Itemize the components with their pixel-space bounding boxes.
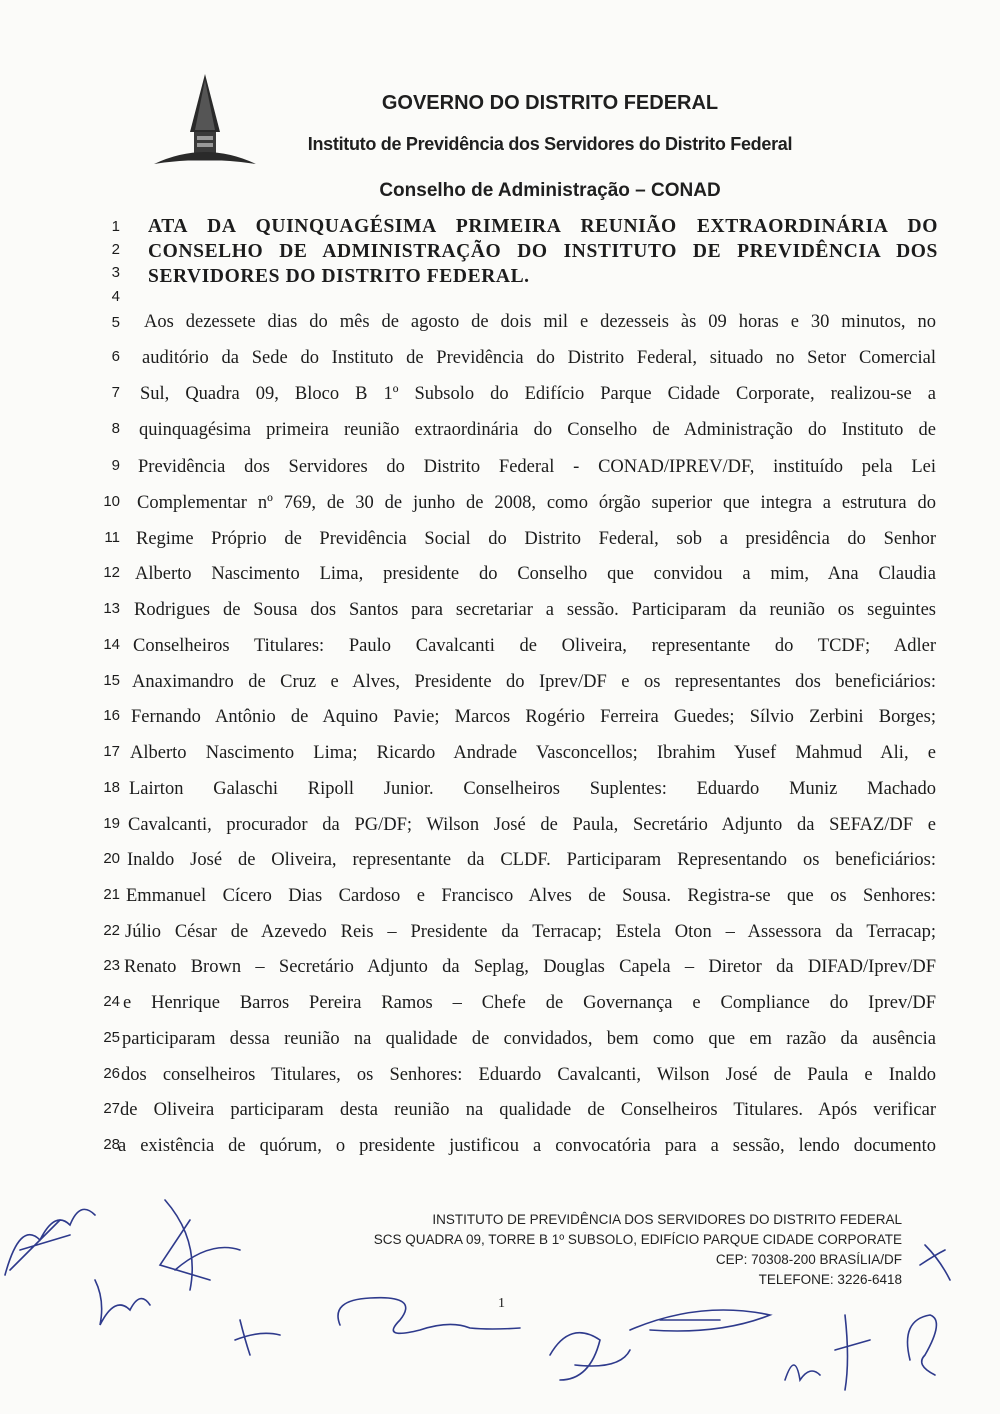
body-line: Regime Próprio de Previdência Social do Distrito Federal, sob a presidência do Senhor bbox=[136, 529, 936, 549]
line-number: 19 bbox=[103, 815, 120, 832]
body-line: e Henrique Barros Pereira Ramos – Chefe de Governança e Compliance do Iprev/DF bbox=[123, 993, 936, 1013]
body-line: auditório da Sede do Instituto de Previdência do Distrito Federal, situado no Setor Comercial bbox=[142, 348, 936, 368]
line-number: 16 bbox=[103, 707, 120, 724]
body-line: Conselheiros Titulares: Paulo Cavalcanti de Oliveira, representante do TCDF; Adler bbox=[133, 636, 936, 656]
line-number: 28 bbox=[103, 1136, 120, 1153]
title-line: CONSELHO DE ADMINISTRAÇÃO DO INSTITUTO DE PREVIDÊNCIA DOS bbox=[148, 241, 938, 262]
header-institute: Instituto de Previdência dos Servidores do Distrito Federal bbox=[307, 134, 793, 154]
line-number: 1 bbox=[111, 218, 120, 235]
line-number: 23 bbox=[103, 957, 120, 974]
footer-phone: TELEFONE: 3226-6418 bbox=[758, 1272, 902, 1287]
body-line: Sul, Quadra 09, Bloco B 1º Subsolo do Edifício Parque Cidade Corporate, realizou-se a bbox=[140, 384, 936, 404]
title-line: SERVIDORES DO DISTRITO FEDERAL. bbox=[148, 266, 530, 287]
body-line: dos conselheiros Titulares, os Senhores: Eduardo Cavalcanti, Wilson José de Paula e Inaldo bbox=[121, 1065, 936, 1085]
line-number: 2 bbox=[111, 241, 120, 258]
page-number: 1 bbox=[498, 1296, 505, 1311]
footer-institution: INSTITUTO DE PREVIDÊNCIA DOS SERVIDORES DO DISTRITO FEDERAL bbox=[432, 1212, 902, 1227]
line-number: 21 bbox=[103, 886, 120, 903]
body-line: Emmanuel Cícero Dias Cardoso e Francisco Alves de Sousa. Registra-se que os Senhores: bbox=[126, 886, 936, 906]
body-line: Rodrigues de Sousa dos Santos para secretariar a sessão. Participaram da reunião os seguintes bbox=[134, 600, 936, 620]
line-number: 24 bbox=[103, 993, 120, 1010]
line-number: 14 bbox=[103, 636, 120, 653]
body-line: Renato Brown – Secretário Adjunto da Seplag, Douglas Capela – Diretor da DIFAD/Iprev/DF bbox=[124, 957, 936, 977]
footer-address: SCS QUADRA 09, TORRE B 1º SUBSOLO, EDIFÍCIO PARQUE CIDADE CORPORATE bbox=[373, 1232, 902, 1247]
line-number: 22 bbox=[103, 922, 120, 939]
line-number: 3 bbox=[111, 264, 120, 281]
body-line: Inaldo José de Oliveira, representante da CLDF. Participaram Representando os beneficiários: bbox=[127, 850, 936, 870]
line-number: 4 bbox=[111, 288, 120, 305]
body-line: Alberto Nascimento Lima; Ricardo Andrade Vasconcellos; Ibrahim Yusef Mahmud Ali, e bbox=[130, 743, 936, 763]
header-government: GOVERNO DO DISTRITO FEDERAL bbox=[381, 92, 719, 114]
body-line: Cavalcanti, procurador da PG/DF; Wilson José de Paula, Secretário Adjunto da SEFAZ/DF e bbox=[128, 815, 936, 835]
body-line: Complementar nº 769, de 30 de junho de 2008, como órgão superior que integra a estrutura do bbox=[137, 493, 936, 513]
line-number: 7 bbox=[111, 384, 120, 401]
line-number: 12 bbox=[103, 564, 120, 581]
body-line: Anaximandro de Cruz e Alves, Presidente do Iprev/DF e os representantes dos beneficiários: bbox=[132, 672, 936, 692]
gdf-emblem-icon bbox=[150, 70, 260, 180]
body-line: Aos dezessete dias do mês de agosto de dois mil e dezesseis às 09 horas e 30 minutos, no bbox=[144, 312, 936, 332]
body-line: Júlio César de Azevedo Reis – Presidente da Terracap; Estela Oton – Assessora da Terracap; bbox=[125, 922, 936, 942]
body-line: a existência de quórum, o presidente justificou a convocatória para a sessão, lendo documento bbox=[118, 1136, 936, 1156]
line-number: 9 bbox=[111, 457, 120, 474]
line-number: 11 bbox=[104, 529, 120, 546]
line-number: 6 bbox=[111, 348, 120, 365]
line-number: 20 bbox=[103, 850, 120, 867]
footer-cep: CEP: 70308-200 BRASÍLIA/DF bbox=[715, 1252, 902, 1267]
body-line: Fernando Antônio de Aquino Pavie; Marcos Rogério Ferreira Guedes; Sílvio Zerbini Borges; bbox=[131, 707, 936, 727]
line-number: 13 bbox=[103, 600, 120, 617]
body-line: Lairton Galaschi Ripoll Junior. Conselheiros Suplentes: Eduardo Muniz Machado bbox=[129, 779, 936, 799]
line-number: 17 bbox=[103, 743, 120, 760]
line-number: 8 bbox=[111, 420, 120, 437]
signatures-graphic bbox=[0, 1180, 1000, 1414]
body-line: Alberto Nascimento Lima, presidente do Conselho que convidou a mim, Ana Claudia bbox=[135, 564, 936, 584]
body-line: Previdência dos Servidores do Distrito Federal - CONAD/IPREV/DF, instituído pela Lei bbox=[138, 457, 936, 477]
body-line: participaram dessa reunião na qualidade de convidados, bem como que em razão da ausência bbox=[122, 1029, 936, 1049]
line-number: 27 bbox=[103, 1100, 120, 1117]
line-number: 5 bbox=[111, 314, 120, 331]
line-number: 15 bbox=[103, 672, 120, 689]
title-line: ATA DA QUINQUAGÉSIMA PRIMEIRA REUNIÃO EXTRAORDINÁRIA DO bbox=[148, 216, 938, 237]
line-number: 26 bbox=[103, 1065, 120, 1082]
document-title bbox=[148, 214, 938, 289]
line-number: 18 bbox=[103, 779, 120, 796]
body-line: quinquagésima primeira reunião extraordinária do Conselho de Administração do Instituto de bbox=[139, 420, 936, 440]
line-number: 25 bbox=[103, 1029, 120, 1046]
line-number: 10 bbox=[103, 493, 120, 510]
header-council: Conselho de Administração – CONAD bbox=[379, 180, 721, 201]
body-line: de Oliveira participaram desta reunião na qualidade de Conselheiros Titulares. Após verificar bbox=[120, 1100, 936, 1120]
